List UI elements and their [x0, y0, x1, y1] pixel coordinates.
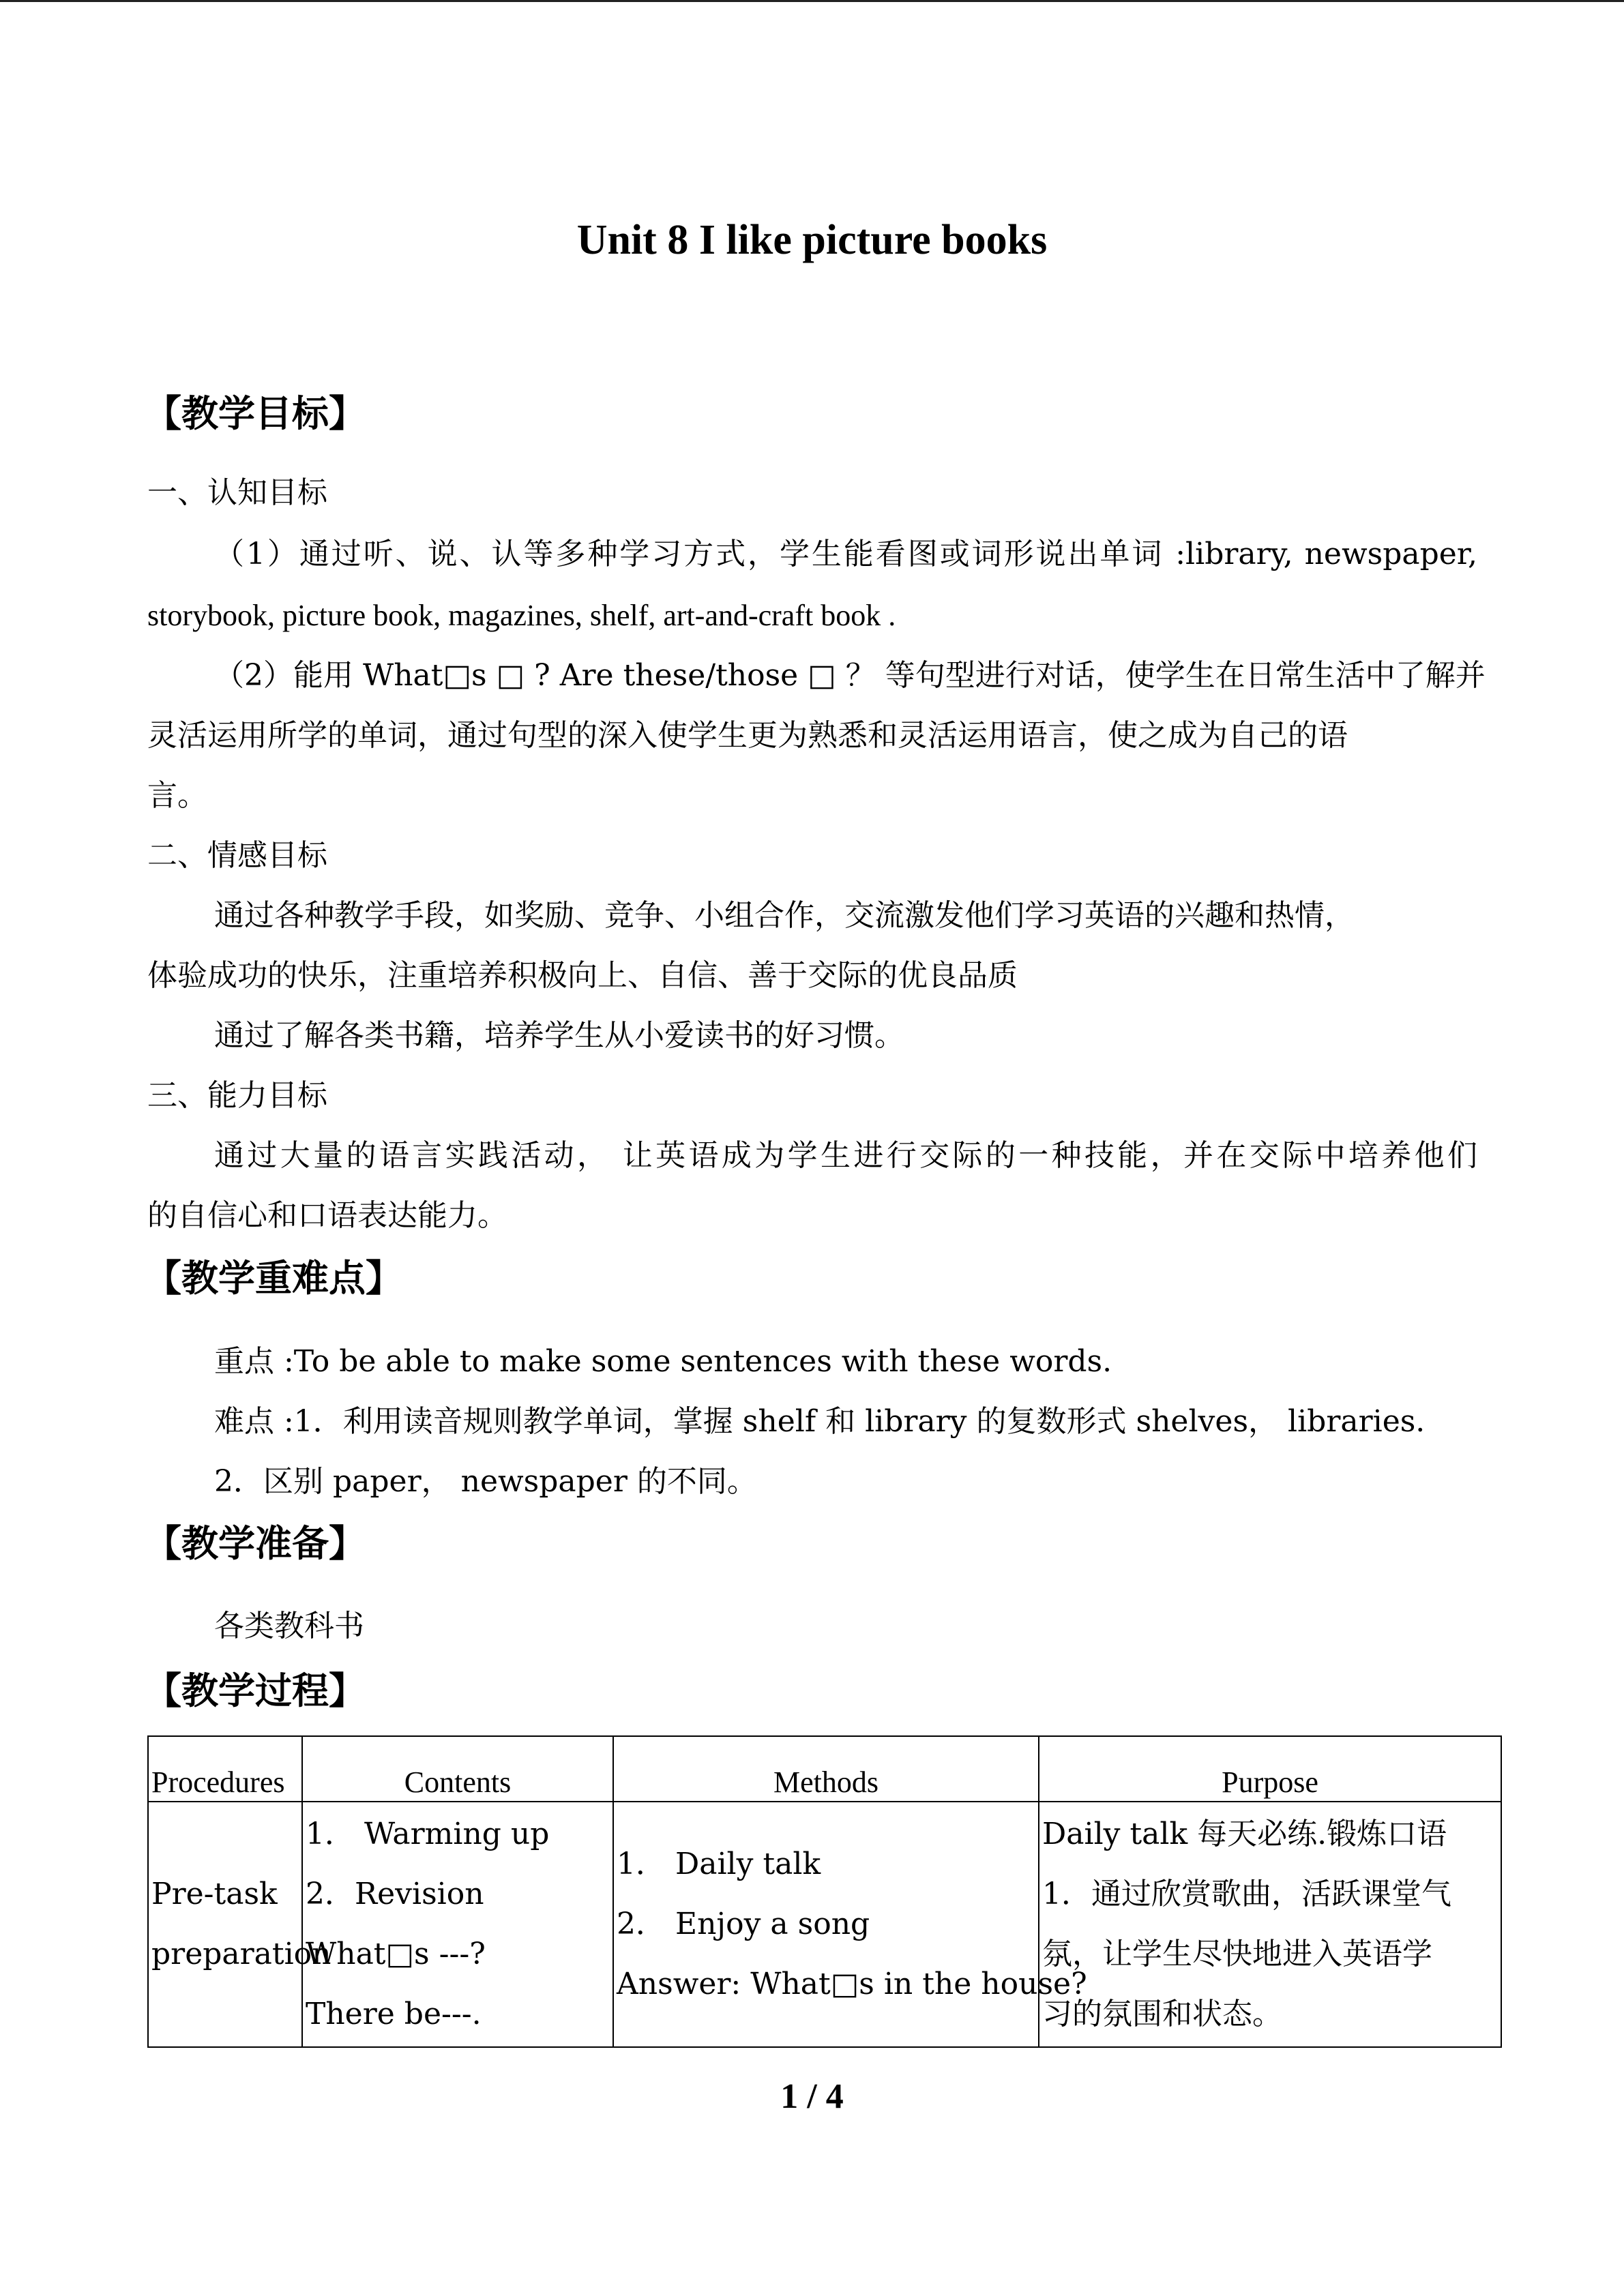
contents-line-4: There be---.	[306, 1997, 482, 2031]
cognitive-heading: 一、认知目标	[147, 475, 327, 510]
purpose-line-2: 1．通过欣赏歌曲，活跃课堂气	[1042, 1877, 1451, 1911]
header-contents: Contents	[302, 1736, 613, 1802]
cognitive-item-1b: storybook, picture book, magazines, shelf, art-and-craft book .	[147, 599, 896, 632]
table-row	[148, 1802, 1501, 2047]
cell-methods	[613, 1802, 1087, 2047]
ability-item-1a: 通过大量的语言实践活动， 让英语成为学生进行交际的一种技能，并在交际中培养他们	[214, 1138, 1477, 1173]
purpose-line-4: 习的氛围和状态。	[1042, 1997, 1282, 2031]
cell-purpose	[1039, 1802, 1501, 2047]
emotional-item-2: 通过了解各类书籍，培养学生从小爱读书的好习惯。	[214, 1018, 904, 1053]
ability-heading: 三、能力目标	[147, 1078, 327, 1113]
contents-line-1: 1． Warming up	[306, 1817, 550, 1851]
purpose-line-3: 氛，让学生尽快地进入英语学	[1042, 1937, 1432, 1971]
preparation-text: 各类教科书	[214, 1609, 364, 1643]
procedures-line-1: Pre-task	[151, 1877, 278, 1911]
heading-process: 【教学过程】	[145, 1669, 366, 1712]
purpose-line-1: Daily talk 每天必练.锻炼口语	[1042, 1817, 1447, 1851]
page-number: 1 / 4	[780, 2077, 844, 2116]
document-title: Unit 8 I like picture books	[576, 217, 1048, 263]
procedure-table	[147, 1735, 1502, 2048]
methods-line-3: Answer: What□s in the house?	[617, 1967, 1087, 2001]
methods-line-2: 2． Enjoy a song	[617, 1907, 870, 1941]
methods-line-1: 1． Daily talk	[617, 1847, 821, 1881]
emotional-item-1a: 通过各种教学手段，如奖励、竞争、小组合作，交流激发他们学习英语的兴趣和热情，	[214, 898, 1355, 933]
emotional-heading: 二、情感目标	[147, 838, 327, 873]
cell-procedures	[148, 1802, 331, 2047]
heading-preparation: 【教学准备】	[145, 1522, 366, 1565]
header-purpose: Purpose	[1039, 1736, 1501, 1802]
contents-line-3: What□s ---?	[306, 1937, 486, 1971]
difficult-point-1: 难点 :1．利用读音规则教学单词，掌握 shelf 和 library 的复数形式 shelves， libraries.	[214, 1404, 1426, 1439]
cognitive-item-2c: 言。	[147, 778, 207, 813]
difficult-point-2: 2．区别 paper， newspaper 的不同。	[214, 1464, 757, 1499]
header-procedures: Procedures	[148, 1736, 302, 1802]
contents-line-2: 2．Revision	[306, 1877, 484, 1911]
key-point-text: 重点 :To be able to make some sentences with these words.	[214, 1344, 1112, 1379]
table-header-row	[148, 1736, 1501, 1802]
cognitive-item-2b: 灵活运用所学的单词，通过句型的深入使学生更为熟悉和灵活运用语言，使之成为自己的语	[147, 718, 1348, 753]
emotional-item-1b: 体验成功的快乐，注重培养积极向上、自信、善于交际的优良品质	[147, 958, 1018, 993]
heading-objectives: 【教学目标】	[145, 392, 366, 435]
cognitive-item-1a: （1）通过听、说、认等多种学习方式，学生能看图或词形说出单词 :library, newspaper,	[214, 537, 1477, 571]
ability-item-1b: 的自信心和口语表达能力。	[147, 1198, 507, 1233]
header-methods: Methods	[613, 1736, 1039, 1802]
cell-contents	[302, 1802, 613, 2047]
heading-key-points: 【教学重难点】	[145, 1257, 402, 1300]
procedures-line-2: preparation	[151, 1937, 331, 1971]
cognitive-item-2a: （2）能用 What□s □ ? Are these/those □ ？ 等句型进行对话，使学生在日常生活中了解并	[214, 658, 1486, 693]
